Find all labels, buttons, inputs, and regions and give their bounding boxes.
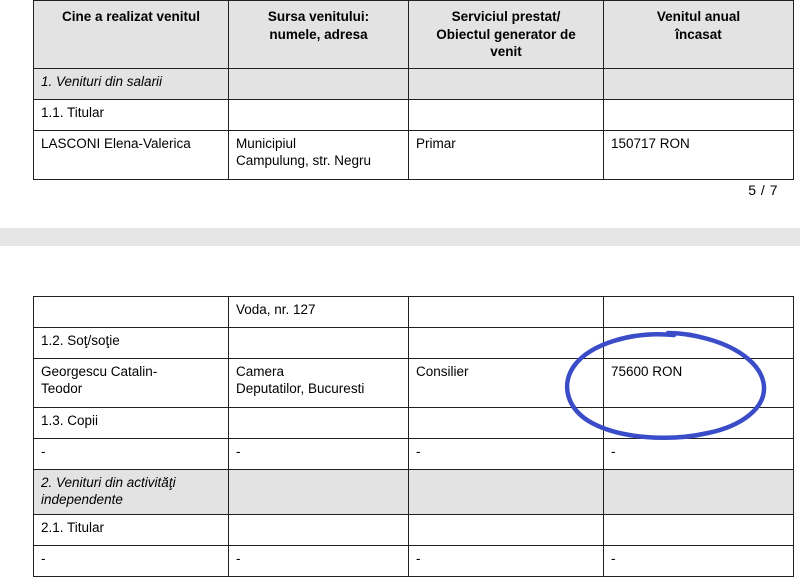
cell-empty xyxy=(409,514,604,545)
cell-empty xyxy=(604,328,794,359)
page-indicator: 5 / 7 xyxy=(748,182,778,198)
column-header-annual-income xyxy=(604,1,794,69)
cell-dash: - xyxy=(409,439,604,470)
header-line: Cine a realizat venitul xyxy=(61,9,201,24)
cell-income-source xyxy=(229,130,409,179)
cell-empty xyxy=(604,99,794,130)
cell-empty xyxy=(409,328,604,359)
cell-person-name xyxy=(34,359,229,408)
table-header-row xyxy=(34,1,794,69)
table-row xyxy=(34,297,794,328)
cell-empty xyxy=(409,408,604,439)
page-separator xyxy=(0,228,800,246)
table-row xyxy=(34,545,794,576)
cell-section-title: 2. Venituri din activităţi independente xyxy=(34,470,229,515)
cell-empty xyxy=(604,297,794,328)
cell-empty xyxy=(409,297,604,328)
cell-empty xyxy=(604,514,794,545)
cell-line: Campulung, str. Negru xyxy=(236,152,372,168)
cell-line: 75600 RON xyxy=(611,364,683,379)
cell-empty xyxy=(229,514,409,545)
cell-annual-income xyxy=(604,130,794,179)
table-row xyxy=(34,68,794,99)
cell-line: Municipiul xyxy=(236,135,297,151)
income-table-upper xyxy=(33,0,794,180)
table-row xyxy=(34,408,794,439)
table-row xyxy=(34,99,794,130)
cell-empty xyxy=(409,68,604,99)
cell-income-source: Voda, nr. 127 xyxy=(229,297,409,328)
cell-income-source xyxy=(229,359,409,408)
column-header-who xyxy=(34,1,229,69)
income-table-lower xyxy=(33,296,794,577)
cell-subsection-title: 2.1. Titular xyxy=(34,514,229,545)
cell-service xyxy=(409,130,604,179)
cell-line: Camera xyxy=(236,364,285,379)
cell-line: 150717 RON xyxy=(611,135,690,151)
cell-empty xyxy=(604,68,794,99)
column-header-source xyxy=(229,1,409,69)
header-line: Sursa venitului: xyxy=(267,9,370,24)
cell-empty xyxy=(229,328,409,359)
cell-section-title: 1. Venituri din salarii xyxy=(34,68,229,99)
cell-empty xyxy=(229,408,409,439)
table-row xyxy=(34,514,794,545)
cell-empty xyxy=(409,99,604,130)
cell-subsection-title: 1.2. Soţ/soţie xyxy=(34,328,229,359)
cell-empty xyxy=(229,68,409,99)
cell-empty xyxy=(34,297,229,328)
cell-line: Deputatilor, Bucuresti xyxy=(236,380,365,396)
cell-line: Teodor xyxy=(41,380,83,396)
table-row xyxy=(34,439,794,470)
cell-empty xyxy=(409,470,604,515)
cell-annual-income-highlighted xyxy=(604,359,794,408)
table-row xyxy=(34,359,794,408)
column-header-service xyxy=(409,1,604,69)
cell-dash: - xyxy=(34,545,229,576)
cell-line: Consilier xyxy=(416,364,469,379)
table-row xyxy=(34,130,794,179)
header-line: venit xyxy=(490,44,522,60)
cell-dash: - xyxy=(604,545,794,576)
cell-dash: - xyxy=(604,439,794,470)
cell-service xyxy=(409,359,604,408)
header-line: încasat xyxy=(675,26,722,42)
cell-line: Georgescu Catalin- xyxy=(41,364,158,379)
header-line: Serviciul prestat/ xyxy=(451,9,561,24)
cell-person-name xyxy=(34,130,229,179)
cell-line: Primar xyxy=(416,135,456,151)
cell-subsection-title: 1.1. Titular xyxy=(34,99,229,130)
cell-empty xyxy=(229,470,409,515)
cell-subsection-title: 1.3. Copii xyxy=(34,408,229,439)
header-line: Venitul anual xyxy=(656,9,741,24)
header-line: numele, adresa xyxy=(269,26,368,42)
cell-dash: - xyxy=(34,439,229,470)
cell-dash: - xyxy=(229,545,409,576)
cell-empty xyxy=(229,99,409,130)
cell-line: LASCONI Elena-Valerica xyxy=(41,135,191,151)
table-row xyxy=(34,470,794,515)
cell-dash: - xyxy=(409,545,604,576)
table-row xyxy=(34,328,794,359)
cell-empty xyxy=(604,470,794,515)
cell-dash: - xyxy=(229,439,409,470)
cell-empty xyxy=(604,408,794,439)
header-line: Obiectul generator de xyxy=(436,26,576,42)
